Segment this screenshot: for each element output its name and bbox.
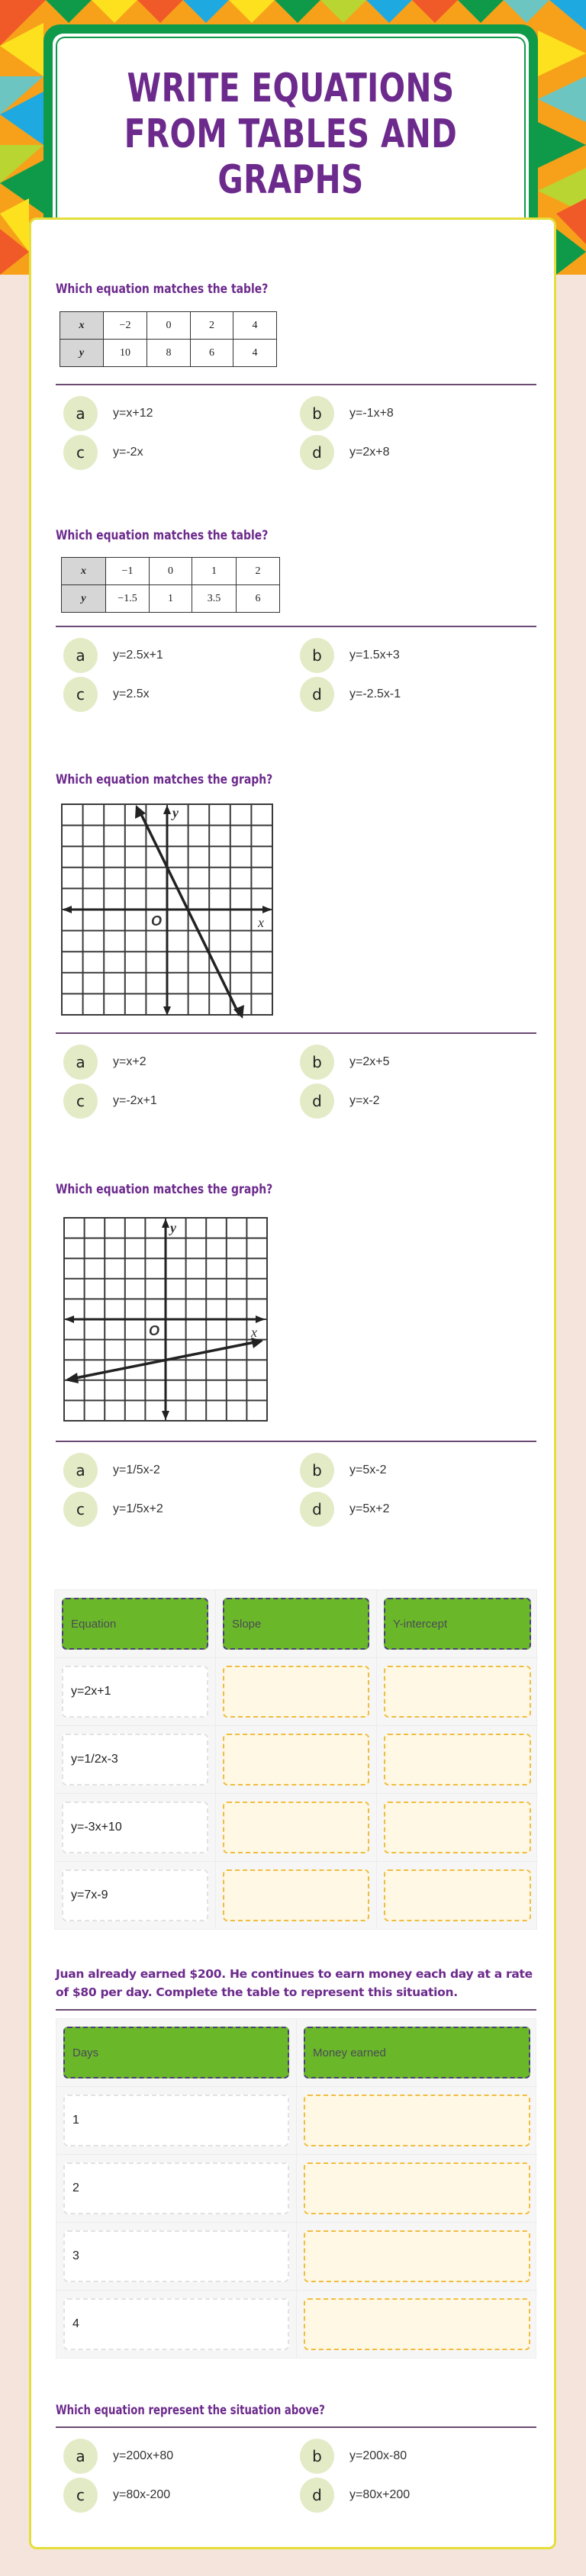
equation-cell: y=-3x+10 xyxy=(62,1802,208,1853)
question-prompt: Which equation matches the table? xyxy=(56,528,269,543)
choice-text: y=1/5x+2 xyxy=(113,1502,163,1515)
column-header: Slope xyxy=(223,1598,369,1650)
xy-table xyxy=(60,311,277,367)
choice-text: y=1.5x+3 xyxy=(349,649,400,662)
choice-text: y=80x+200 xyxy=(349,2488,411,2501)
table-row-label: y xyxy=(62,585,106,613)
choice-letter-badge: d xyxy=(300,1492,334,1527)
choice-text: y=200x+80 xyxy=(113,2449,174,2462)
worksheet-card xyxy=(29,217,556,2549)
divider xyxy=(56,1441,536,1442)
answer-choices xyxy=(56,1045,536,1119)
days-cell: 2 xyxy=(63,2162,289,2214)
choice-text: y=200x-80 xyxy=(349,2449,407,2462)
coordinate-graph xyxy=(63,1217,536,1428)
question-1 xyxy=(56,281,536,470)
divider xyxy=(56,2426,536,2428)
table-cell: 2 xyxy=(237,558,280,585)
days-cell: 3 xyxy=(63,2230,289,2282)
column-header: Equation xyxy=(62,1598,208,1650)
choice-text: y=2.5x xyxy=(113,687,150,700)
choice-text: y=-1x+8 xyxy=(349,407,394,420)
table-cell: 6 xyxy=(237,585,280,613)
column-header: Days xyxy=(63,2027,289,2079)
days-cell: 1 xyxy=(63,2095,289,2146)
money-answer-input[interactable] xyxy=(304,2230,530,2282)
days-cell: 4 xyxy=(63,2298,289,2350)
table-cell: 1 xyxy=(192,558,237,585)
choice-letter-badge: c xyxy=(63,2478,98,2513)
table-row-label: x xyxy=(62,558,106,585)
choice-c[interactable] xyxy=(56,1084,292,1119)
table-cell: 8 xyxy=(147,340,191,367)
svg-text:x: x xyxy=(258,915,264,930)
coordinate-graph xyxy=(61,803,536,1022)
choice-letter-badge: b xyxy=(300,638,334,673)
choice-text: y=2x+8 xyxy=(349,446,390,459)
choice-text: y=80x-200 xyxy=(113,2488,171,2501)
question-prompt: Which equation matches the graph? xyxy=(56,772,273,787)
divider xyxy=(56,1032,536,1034)
choice-text: y=5x+2 xyxy=(349,1502,390,1515)
choice-letter-badge: d xyxy=(300,1084,334,1119)
question-3 xyxy=(56,771,536,1119)
svg-text:y: y xyxy=(170,1220,176,1235)
choice-b[interactable] xyxy=(292,638,529,673)
intercept-answer-input[interactable] xyxy=(384,1869,531,1921)
table-cell: −2 xyxy=(104,312,147,340)
choice-b[interactable] xyxy=(292,396,529,431)
choice-b[interactable] xyxy=(292,2439,529,2474)
equation-cell: y=1/2x-3 xyxy=(62,1734,208,1785)
table-cell: 0 xyxy=(147,312,191,340)
choice-text: y=x+12 xyxy=(113,407,153,420)
table-cell: 0 xyxy=(150,558,192,585)
slope-answer-input[interactable] xyxy=(223,1869,369,1921)
slope-answer-input[interactable] xyxy=(223,1734,369,1785)
final-question xyxy=(56,2402,536,2513)
choice-b[interactable] xyxy=(292,1045,529,1080)
choice-text: y=2.5x+1 xyxy=(113,649,163,662)
table-cell: 4 xyxy=(233,340,277,367)
divider xyxy=(56,384,536,385)
intercept-answer-input[interactable] xyxy=(384,1802,531,1853)
days-money-grid xyxy=(56,2018,536,2359)
table-row-label: y xyxy=(60,340,104,367)
choice-letter-badge: c xyxy=(63,435,98,470)
choice-letter-badge: c xyxy=(63,677,98,712)
choice-c[interactable] xyxy=(56,677,292,712)
juan-question xyxy=(56,1965,536,2359)
question-prompt: Juan already earned $200. He continues to earn money each day at a rate of $80 per day. Complete the table to represent this situation. xyxy=(56,1967,533,1999)
choice-text: y=2x+5 xyxy=(349,1055,390,1068)
slope-answer-input[interactable] xyxy=(223,1666,369,1718)
table-cell: −1.5 xyxy=(106,585,150,613)
table-cell: 2 xyxy=(191,312,233,340)
question-2 xyxy=(56,527,536,712)
money-answer-input[interactable] xyxy=(304,2095,530,2146)
choice-letter-badge: d xyxy=(300,435,334,470)
question-4 xyxy=(56,1181,536,1527)
choice-d[interactable] xyxy=(292,1084,529,1119)
table-cell: 4 xyxy=(233,312,277,340)
choice-letter-badge: b xyxy=(300,2439,334,2474)
choice-d[interactable] xyxy=(292,2478,529,2513)
table-row-label: x xyxy=(60,312,104,340)
choice-letter-badge: b xyxy=(300,396,334,431)
svg-text:O: O xyxy=(151,913,163,929)
page-title: WRITE EQUATIONS FROM TABLES AND GRAPHS xyxy=(124,66,458,203)
xy-table xyxy=(61,557,280,613)
choice-letter-badge: a xyxy=(63,2439,98,2474)
divider xyxy=(56,2009,536,2011)
choice-a[interactable] xyxy=(56,1045,292,1080)
equation-cell: y=2x+1 xyxy=(62,1666,208,1718)
choice-text: y=-2x+1 xyxy=(113,1094,157,1107)
svg-text:x: x xyxy=(251,1325,257,1340)
question-prompt: Which equation matches the table? xyxy=(56,282,269,297)
slope-answer-input[interactable] xyxy=(223,1802,369,1853)
choice-letter-badge: a xyxy=(63,1045,98,1080)
equation-cell: y=7x-9 xyxy=(62,1869,208,1921)
choice-letter-badge: d xyxy=(300,677,334,712)
slope-grid xyxy=(54,1589,537,1930)
choice-text: y=x+2 xyxy=(113,1055,146,1068)
choice-text: y=1/5x-2 xyxy=(113,1463,160,1476)
svg-text:O: O xyxy=(149,1323,160,1338)
choice-a[interactable] xyxy=(56,638,292,673)
choice-letter-badge: c xyxy=(63,1492,98,1527)
choice-d[interactable] xyxy=(292,435,529,470)
choice-c[interactable] xyxy=(56,2478,292,2513)
choice-letter-badge: a xyxy=(63,1453,98,1488)
choice-text: y=x-2 xyxy=(349,1094,380,1107)
choice-letter-badge: b xyxy=(300,1453,334,1488)
choice-d[interactable] xyxy=(292,1492,529,1527)
choice-letter-badge: a xyxy=(63,396,98,431)
question-prompt: Which equation represent the situation above? xyxy=(56,2403,325,2418)
table-cell: 6 xyxy=(191,340,233,367)
money-answer-input[interactable] xyxy=(304,2162,530,2214)
choice-c[interactable] xyxy=(56,1492,292,1527)
choice-a[interactable] xyxy=(56,396,292,431)
choice-letter-badge: d xyxy=(300,2478,334,2513)
column-header: Money earned xyxy=(304,2027,530,2079)
choice-letter-badge: a xyxy=(63,638,98,673)
intercept-answer-input[interactable] xyxy=(384,1666,531,1718)
column-header: Y-intercept xyxy=(384,1598,531,1650)
choice-d[interactable] xyxy=(292,677,529,712)
choice-letter-badge: b xyxy=(300,1045,334,1080)
answer-choices xyxy=(56,638,536,712)
intercept-answer-input[interactable] xyxy=(384,1734,531,1785)
choice-c[interactable] xyxy=(56,435,292,470)
question-prompt: Which equation matches the graph? xyxy=(56,1182,273,1197)
choice-a[interactable] xyxy=(56,2439,292,2474)
answer-choices xyxy=(56,2439,536,2513)
svg-text:y: y xyxy=(172,805,179,820)
table-cell: 3.5 xyxy=(192,585,237,613)
choice-text: y=-2x xyxy=(113,446,143,459)
answer-choices xyxy=(56,1453,536,1527)
money-answer-input[interactable] xyxy=(304,2298,530,2350)
choice-text: y=-2.5x-1 xyxy=(349,687,401,700)
choice-a[interactable] xyxy=(56,1453,292,1488)
table-cell: −1 xyxy=(106,558,150,585)
slope-intercept-table xyxy=(54,1589,537,1930)
choice-letter-badge: c xyxy=(63,1084,98,1119)
choice-text: y=5x-2 xyxy=(349,1463,387,1476)
answer-choices xyxy=(56,396,536,470)
divider xyxy=(56,626,536,627)
choice-b[interactable] xyxy=(292,1453,529,1488)
table-cell: 10 xyxy=(104,340,147,367)
table-cell: 1 xyxy=(150,585,192,613)
